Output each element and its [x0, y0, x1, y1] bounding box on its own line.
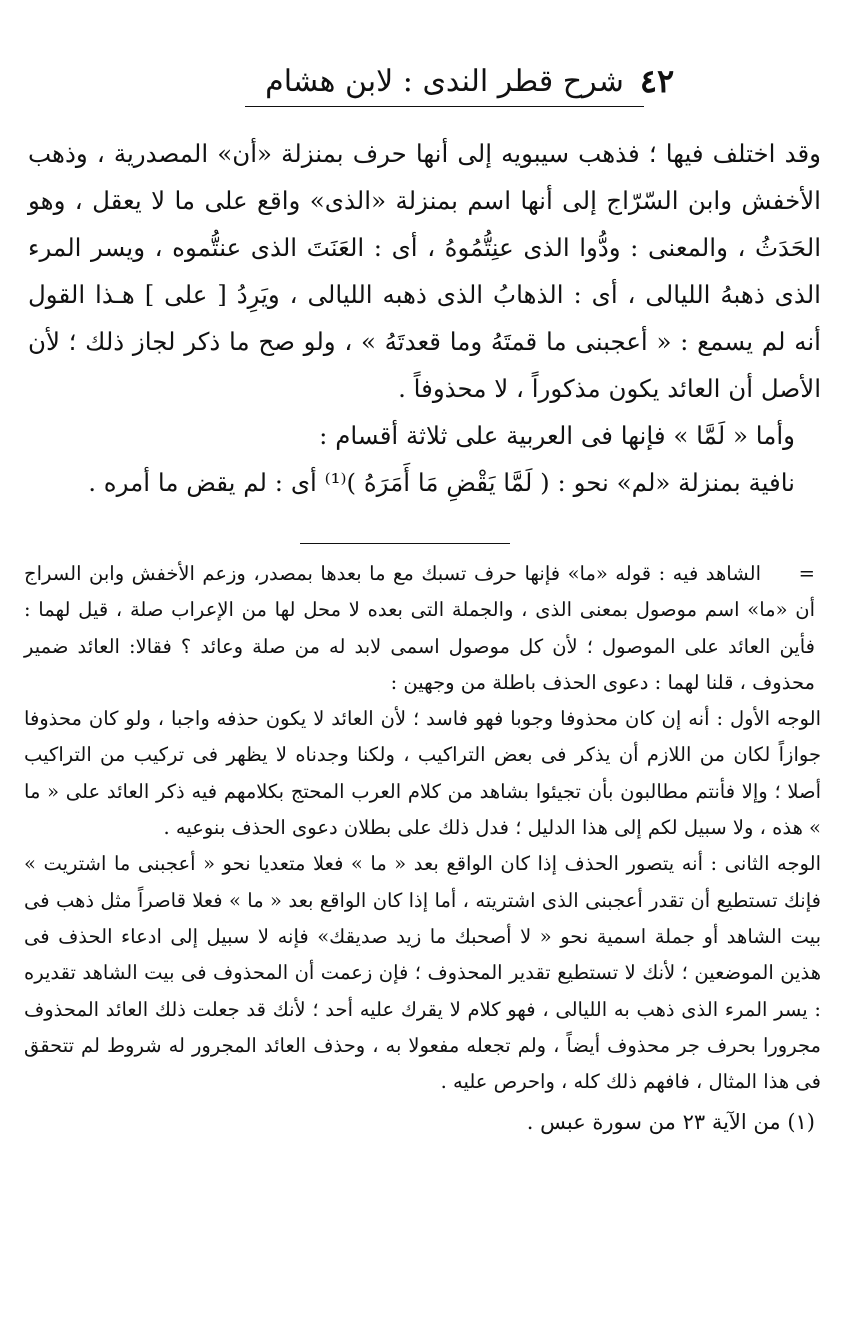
main-line: الأخفش وابن السّرّاج إلى أنها اسم بمنزلة «الذى» واقع على ما لا يعقل ، وهو الحَدَثُ ،: [28, 186, 821, 262]
footnote-source-note: (١) من الآية ٢٣ من سورة عبس .: [526, 1110, 815, 1135]
footnotes: [24, 556, 821, 1141]
main-paragraph-ma: [28, 130, 821, 412]
main-line: يكون مذكوراً ، لا محذوفاً .: [398, 374, 660, 403]
footnote-line: الوجه الثانى : أنه يتصور الحذف إذا كان الواقع بعد « ما » فعلا متعديا نحو « أعجبنى: [137, 852, 821, 876]
footnote-line: الوجه الأول : أنه إن كان محذوفا وجوبا فهو فاسد ؛ لأن العائد لا يكون حذفه واجبا ،: [157, 707, 821, 731]
footnote-line: السراج أن «ما» اسم موصول بمعنى الذى ، والجملة التى بعده لا محل لها من الإعراب صلة ،: [24, 562, 816, 622]
main-line: والمعنى : ودُّوا الذى عنِتُّمُوهُ ، أى : العَنَتَ الذى عنتُّموه ، ويسر المرء الذى ذهبهُ: [28, 233, 821, 309]
footnote-line: الشاهد فيه : قوله «ما» فإنها حرف تسبك مع ما بعدها بمصدر، وزعم الأخفش وابن: [89, 562, 761, 585]
footnote-shahid-intro: [24, 556, 821, 701]
footnote-line: ما اشتريت » فإنك تستطيع أن تقدر أعجبنى الذى اشتريته ، أما إذا كان الواقع بعد « ما »: [24, 852, 821, 912]
main-line: الليالى ، أى : الذهابُ الذى ذهبه الليالى ، ويَرِدُ [ على ] هـذا القول أنه لم يسمع :: [28, 280, 821, 356]
continuation-mark: =: [798, 562, 815, 585]
footnote-separator: [300, 543, 510, 544]
footnote-line: ولو كان محذوفا جوازاً لكان من اللازم أن يذكر فى بعض التراكيب ، ولكنا وجدناه: [24, 707, 821, 767]
footnote-line: لا يظهر فى تركيب من التراكيب أصلا ؛ وإلا فأنتم مطالبون بأن تجيئوا بشاهد من كلام: [24, 743, 822, 803]
lamma-intro: وأما « لَمَّا » فإنها فى العربية على ثلاثة أقسام :: [319, 421, 795, 450]
footnote-line: العرب المحتج بكلامهم فيه ذكر العائد على « ما » هذه ، ولا سبيل لكم إلى هذا الدليل ؛: [24, 779, 821, 840]
main-line: « أعجبنى ما قمتَهُ وما قعدتَهُ » ، ولو صح ما ذكر لجاز ذلك ؛ لأن الأصل أن العائد: [28, 327, 821, 403]
main-text: [28, 130, 821, 506]
footnote-line: ولم تجعله مفعولا به ، وحذف العائد المجرور له شروط لم تتحقق فى هذا المثال ، فافهم ذلك: [24, 1033, 821, 1094]
running-title: شرح قطر الندى : لابن هشام: [245, 58, 644, 107]
page-number: ٤٢: [639, 62, 675, 100]
footnote-line: فعلا قاصراً مثل ذهب فى بيت الشاهد أو جملة اسمية نحو « لا أصحبك ما زيد صديقك» فإنه: [24, 888, 821, 948]
footnote-line: فدل ذلك على بطلان دعوى الحذف بنوعيه .: [163, 816, 509, 840]
footnote-line: العائد ضمير محذوف ، قلنا لهما : دعوى الحذف باطلة من وجهين :: [24, 634, 815, 694]
footnote-line: لا يقرك عليه أحد ؛ لأنك قد جعلت ذلك العائد المحذوف مجرورا بحرف جر محذوف أيضاً ،: [24, 997, 821, 1057]
main-line: وقد اختلف فيها ؛ فذهب سيبويه إلى أنها حرف بمنزلة «أن» المصدرية ، وذهب: [28, 139, 821, 168]
footnote-first-aspect: [24, 701, 821, 846]
footnote-line: لا سبيل إلى ادعاء الحذف فى هذين الموضعين ؛ لأنك لا تستطيع تقدير المحذوف ؛ فإن: [24, 924, 821, 985]
footnote-line: قيل لهما : فأين العائد على الموصول ؛ لأن كل موصول اسمى لابد له من صلة وعائد ؟ فقالا:: [24, 598, 815, 658]
footnote-line: زعمت أن المحذوف فى بيت الشاهد تقديره : يسر المرء الذى ذهب به الليالى ، فهو كلام: [24, 961, 822, 1021]
lamma-first-type: نافية بمنزلة «لم» نحو : ( لَمَّا يَقْضِ مَا أَمَرَهُ )⁽¹⁾ أى : لم يقض ما أمره .: [88, 468, 795, 497]
footnote-second-aspect: [24, 846, 821, 1100]
footnote-line: كله ، واحرص عليه .: [440, 1070, 600, 1094]
